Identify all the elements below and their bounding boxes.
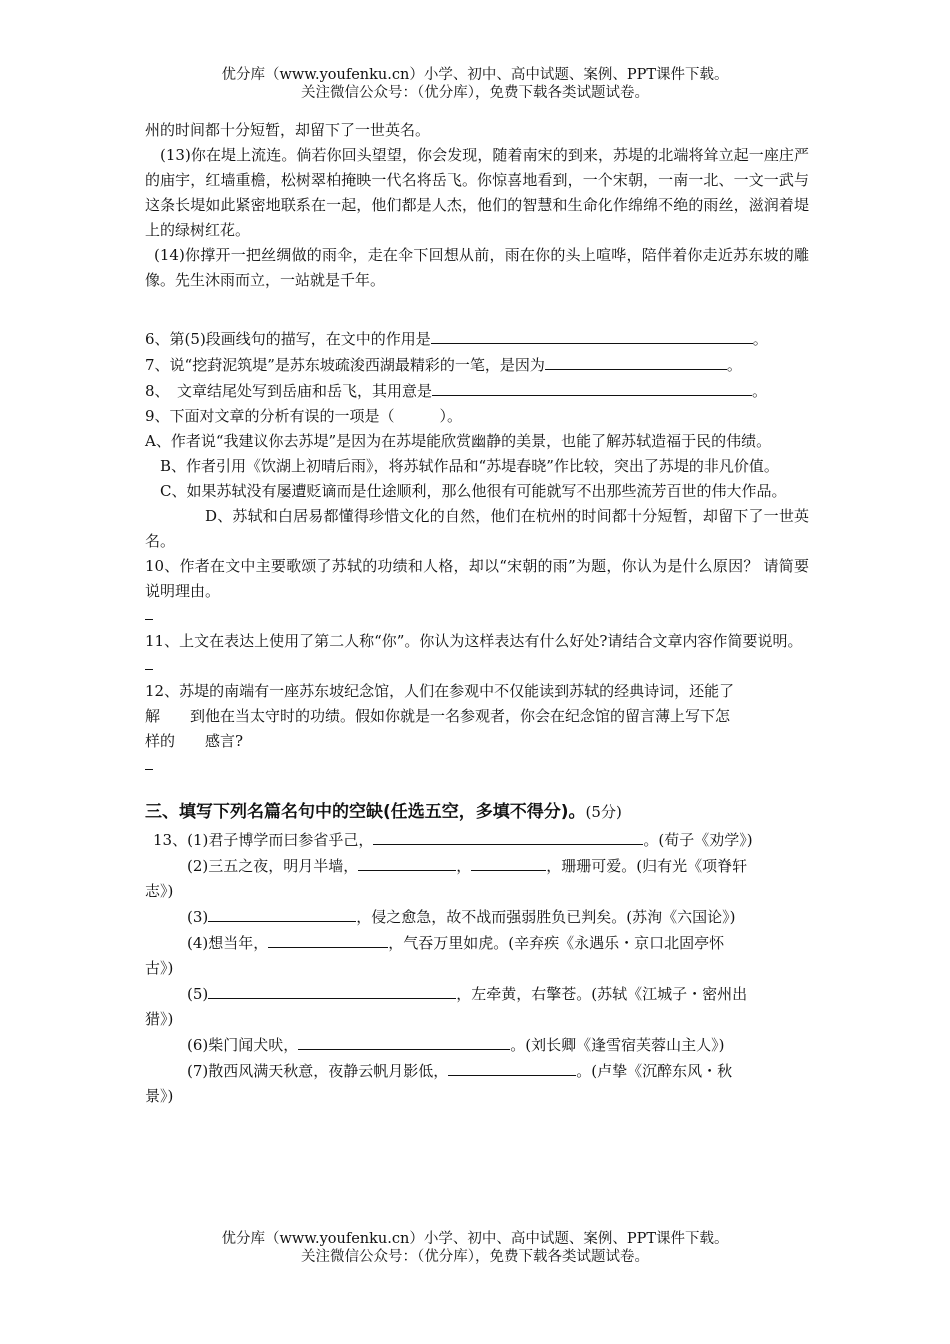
item-1 [145,827,809,853]
page-footer [0,1230,950,1266]
question-9-option-b: B、作者引用《饮湖上初晴后雨》，将苏轼作品和“苏堤春晓”作比较，突出了苏堤的非凡价值。 [160,457,779,475]
item-7-continuation: 景》) [145,1087,174,1105]
question-9: 9、下面对文章的分析有误的一项是（ ）。 [145,407,463,425]
item-7-prompt: (7)散西风满天秋意，夜静云帆月影低， [187,1062,449,1080]
item-7-source: 。(卢挚《沉醉东风・秋 [576,1062,733,1080]
question-9-option-d: D、苏轼和白居易都懂得珍惜文化的自然，他们在杭州的时间都十分短暂，却留下了一世英名。 [145,507,809,550]
item-4-source: ，气吞万里如虎。(辛弃疾《永遇乐・京口北固亭怀 [388,934,725,952]
item-1-source: 。(荀子《劝学》) [643,831,753,849]
item-3 [145,904,809,930]
question-6 [145,326,809,352]
item-5-source: ，左牵黄，右擎苍。(苏轼《江城子・密州出 [456,985,748,1003]
question-8-end: 。 [752,382,768,400]
section-3-points: (5分) [585,803,622,821]
item-5-prompt: (5) [187,985,209,1003]
question-12-line-1: 12、苏堤的南端有一座苏东坡纪念馆，人们在参观中不仅能读到苏轼的经典诗词，还能了 [145,682,735,700]
item-2-source: ，珊珊可爱。(归有光《项脊轩 [546,857,748,875]
answer-blank-item-1[interactable] [373,827,643,845]
item-5-continuation: 猎》) [145,1010,174,1028]
answer-blank-item-4[interactable] [268,930,388,948]
answer-line-10[interactable] [145,604,809,629]
item-6 [145,1032,809,1058]
answer-blank-item-2a[interactable] [358,853,456,871]
question-8-text: 8、 文章结尾处写到岳庙和岳飞，其用意是 [145,382,433,400]
question-6-text: 6、第(5)段画线句的描写，在文中的作用是 [145,330,431,348]
footer-line-2: 关注微信公众号：（优分库），免费下载各类试题试卷。 [301,1249,649,1265]
passage-paragraph-14: (14)你撑开一把丝绸做的雨伞，走在伞下回想从前，雨在你的头上喧哗，陪伴着你走近苏东坡的雕像。先生沐雨而立，一站就是千年。 [145,246,809,289]
question-9-option-c: C、如果苏轼没有屡遭贬谪而是仕途顺利，那么他很有可能就写不出那些流芳百世的伟大作品。 [160,482,787,500]
question-9-option-a: A、作者说“我建议你去苏堤”是因为在苏堤能欣赏幽静的美景，也能了解苏轼造福于民的伟绩。 [145,432,772,450]
question-10: 10、作者在文中主要歌颂了苏轼的功绩和人格，却以“宋朝的雨”为题，你认为是什么原因？ 请简要说明理由。 [145,557,809,600]
question-7-end: 。 [726,356,742,374]
question-12-line-3: 样的 感言? [145,732,244,750]
item-3-prompt: (3) [187,908,209,926]
question-12-line-2: 解 到他在当太守时的功绩。假如你就是一名参观者，你会在纪念馆的留言薄上写下怎 [145,707,731,725]
section-3-title: 三、填写下列名篇名句中的空缺(任选五空，多填不得分)。 [145,802,586,822]
item-2-continuation: 志》) [145,882,174,900]
footer-line-1: 优分库（www.youfenku.cn）小学、初中、高中试题、案例、PPT课件下载。 [221,1231,729,1247]
main-content [145,118,809,1109]
question-7 [145,352,809,378]
passage-paragraph-13: (13)你在堤上流连。倘若你回头望望，你会发现，随着南宋的到来，苏堤的北端将耸立起一座庄严的庙宇，红墙重檐，松树翠柏掩映一代名将岳飞。你惊喜地看到，一个宋朝，一南一北、一文一武与这条长堤如此紧密地联系在一起，他们都是人杰，他们的智慧和生命化作绵绵不绝的雨丝，滋润着堤上的绿树红花。 [145,146,809,239]
answer-blank-6[interactable] [431,326,753,344]
item-5 [145,981,809,1007]
item-1-prompt: 13、(1)君子博学而曰参省乎己， [153,831,374,849]
answer-blank-item-3[interactable] [208,904,356,922]
question-8 [145,378,809,404]
answer-blank-7[interactable] [545,352,727,370]
item-2-separator: ， [456,857,472,875]
header-line-1: 优分库（www.youfenku.cn）小学、初中、高中试题、案例、PPT课件下载。 [221,67,729,83]
item-3-source: ，侵之愈急，故不战而强弱胜负已判矣。(苏洵《六国论》) [356,908,736,926]
item-4 [145,930,809,956]
question-7-text: 7、说“挖葑泥筑堤”是苏东坡疏浚西湖最精彩的一笔，是因为 [145,356,545,374]
header-line-2: 关注微信公众号：（优分库），免费下载各类试题试卷。 [301,85,649,101]
answer-blank-8[interactable] [432,378,752,396]
answer-blank-item-2b[interactable] [471,853,546,871]
item-4-prompt: (4)想当年， [187,934,269,952]
question-6-end: 。 [752,330,768,348]
page-header [0,66,950,102]
item-6-prompt: (6)柴门闻犬吠， [187,1036,299,1054]
answer-blank-item-7[interactable] [448,1058,576,1076]
answer-line-11[interactable] [145,654,809,679]
item-7 [145,1058,809,1084]
answer-blank-item-6[interactable] [298,1032,510,1050]
item-4-continuation: 古》) [145,959,174,977]
answer-blank-item-5[interactable] [208,981,456,999]
answer-line-12[interactable] [145,754,809,779]
section-3-heading [145,797,809,827]
item-6-source: 。(刘长卿《逢雪宿芙蓉山主人》) [510,1036,725,1054]
item-2 [145,853,809,879]
passage-continuation: 州的时间都十分短暂，却留下了一世英名。 [145,121,431,139]
question-11: 11、上文在表达上使用了第二人称“你”。你认为这样表达有什么好处?请结合文章内容作简要说明。 [145,632,803,650]
item-2-prompt: (2)三五之夜，明月半墙， [187,857,359,875]
